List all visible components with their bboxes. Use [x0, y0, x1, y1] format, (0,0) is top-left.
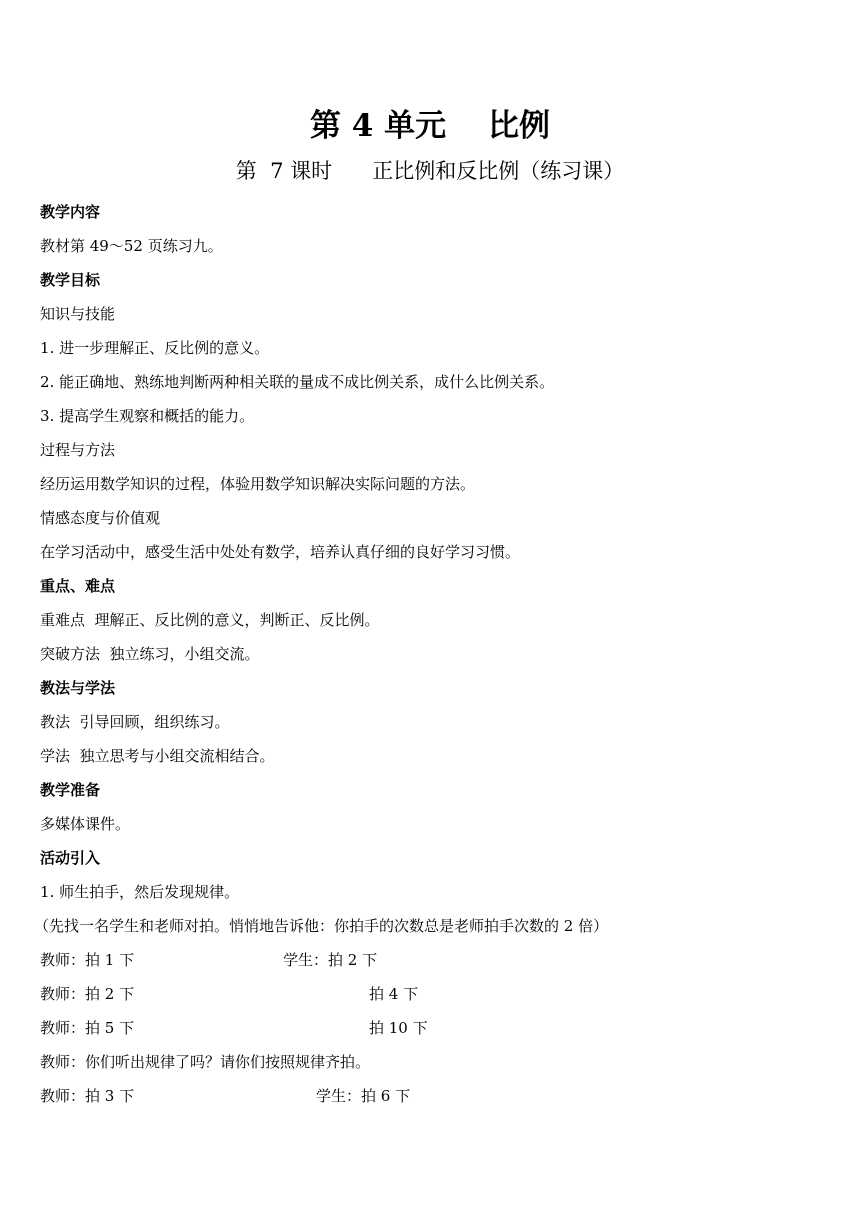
subheading-emotion: 情感态度与价值观 [40, 509, 161, 527]
row2-teacher: 教师：拍 2 下 [40, 985, 135, 1003]
intro-note: （先找一名学生和老师对拍。悄悄地告诉他：你拍手的次数总是老师拍手次数的 2 倍） [34, 917, 609, 935]
heading-content: 教学内容 [40, 203, 101, 221]
unit-title: 第 4 单元 比例 [310, 108, 550, 144]
goal-item-1: 1. 进一步理解正、反比例的意义。 [40, 339, 270, 357]
lesson-subtitle: 第 7 课时 正比例和反比例（练习课） [235, 159, 625, 183]
heading-goals: 教学目标 [40, 271, 101, 289]
goal-item-2: 2. 能正确地、熟练地判断两种相关联的量成不成比例关系，成什么比例关系。 [40, 373, 555, 391]
row2-student: 拍 4 下 [369, 985, 419, 1003]
row1-teacher: 教师：拍 1 下 [40, 951, 135, 969]
learn-method-text: 学法 独立思考与小组交流相结合。 [40, 747, 275, 765]
heading-methods: 教法与学法 [40, 679, 116, 697]
row1-student: 学生：拍 2 下 [283, 951, 378, 969]
subheading-knowledge: 知识与技能 [40, 305, 116, 323]
key-points-text: 重难点 理解正、反比例的意义，判断正、反比例。 [40, 611, 380, 629]
goal-item-3: 3. 提高学生观察和概括的能力。 [40, 407, 255, 425]
row3-student: 拍 10 下 [369, 1019, 428, 1037]
heading-intro: 活动引入 [40, 849, 101, 867]
subheading-process: 过程与方法 [40, 441, 116, 459]
row4-student: 学生：拍 6 下 [316, 1087, 411, 1105]
process-text: 经历运用数学知识的过程，体验用数学知识解决实际问题的方法。 [40, 475, 476, 493]
heading-key-points: 重点、难点 [40, 577, 116, 595]
heading-preparation: 教学准备 [40, 781, 101, 799]
row4-teacher: 教师：拍 3 下 [40, 1087, 135, 1105]
content-text: 教材第 49～52 页练习九。 [40, 237, 223, 255]
teach-method-text: 教法 引导回顾，组织练习。 [40, 713, 230, 731]
breakthrough-text: 突破方法 独立练习，小组交流。 [40, 645, 260, 663]
intro-step-1: 1. 师生拍手，然后发现规律。 [40, 883, 240, 901]
emotion-text: 在学习活动中，感受生活中处处有数学，培养认真仔细的良好学习习惯。 [40, 543, 521, 561]
question-text: 教师：你们听出规律了吗？请你们按照规律齐拍。 [40, 1053, 371, 1071]
row3-teacher: 教师：拍 5 下 [40, 1019, 135, 1037]
preparation-text: 多媒体课件。 [40, 815, 131, 833]
